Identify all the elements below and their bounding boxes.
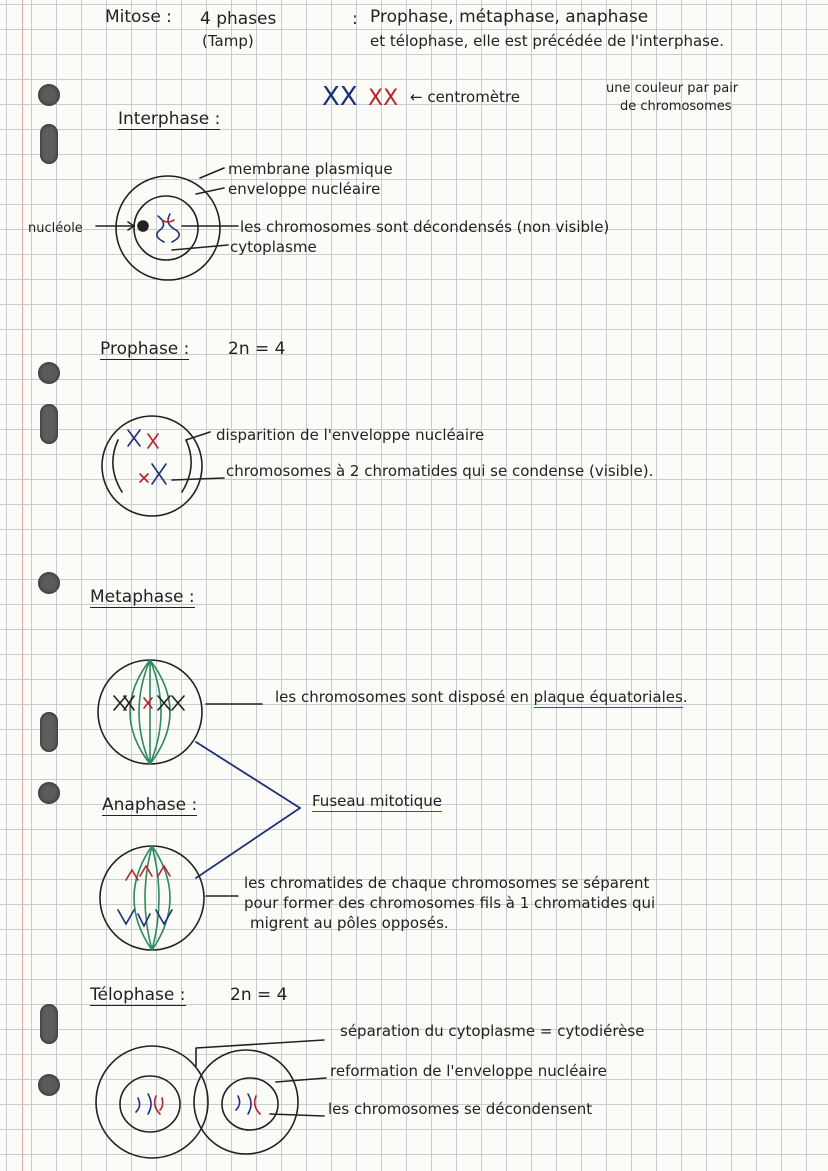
centromere-label: ← centromètre — [410, 88, 521, 106]
nucleolus-label: nucléole — [28, 221, 83, 236]
phases-list-line1: Prophase, métaphase, anaphase — [370, 7, 649, 27]
interphase-title: Interphase : — [118, 109, 221, 129]
color-note-line2: de chromosomes — [620, 99, 732, 114]
interphase-cell-diagram — [96, 168, 238, 280]
mitose-label: Mitose : — [105, 7, 172, 27]
spindle-label: Fuseau mitotique — [312, 792, 442, 810]
metaphase-title: Metaphase : — [90, 587, 195, 607]
phases-list-line2: et télophase, elle est précédée de l'interphase. — [370, 32, 724, 50]
tamp-note: (Tamp) — [202, 32, 254, 50]
centromere-marks: XX — [322, 82, 358, 112]
anaphase-line2: pour former des chromosomes fils à 1 chromatides qui — [244, 894, 656, 912]
telophase-line3: les chromosomes se décondensent — [328, 1100, 593, 1118]
anaphase-line1: les chromatides de chaque chromosomes se séparent — [244, 874, 650, 892]
anaphase-title: Anaphase : — [102, 795, 198, 815]
telophase-line2: reformation de l'enveloppe nucléaire — [330, 1062, 607, 1080]
prophase-chromosomes-label: chromosomes à 2 chromatides qui se condense (visible). — [226, 462, 654, 480]
metaphase-note-prefix: les chromosomes sont disposé en — [275, 688, 534, 706]
telophase-formula: 2n = 4 — [230, 985, 288, 1005]
metaphase-note-highlight: plaque équatoriales — [533, 688, 683, 706]
metaphase-cell-diagram — [98, 660, 262, 764]
header-colon: : — [352, 9, 358, 29]
interphase-chromosomes-label: les chromosomes sont décondensés (non visible) — [240, 218, 610, 236]
interphase-membrane-label: membrane plasmique — [228, 160, 393, 178]
metaphase-note-suffix: . — [682, 688, 688, 706]
telophase-title: Télophase : — [90, 985, 186, 1005]
prophase-title: Prophase : — [100, 339, 190, 359]
spindle-pointer-lines — [196, 742, 300, 878]
telophase-cell-diagram — [96, 1040, 326, 1158]
prophase-cell-diagram — [102, 416, 224, 516]
anaphase-line3: migrent au pôles opposés. — [250, 914, 449, 932]
prophase-envelope-label: disparition de l'enveloppe nucléaire — [216, 426, 485, 444]
interphase-envelope-label: enveloppe nucléaire — [228, 180, 381, 198]
color-note-line1: une couleur par pair — [606, 81, 739, 96]
telophase-line1: séparation du cytoplasme = cytodiérèse — [340, 1022, 645, 1040]
anaphase-cell-diagram — [100, 846, 238, 950]
phases-count: 4 phases — [200, 9, 277, 29]
centromere-marks-red: XX — [368, 86, 399, 111]
prophase-formula: 2n = 4 — [228, 339, 286, 359]
interphase-cytoplasm-label: cytoplasme — [230, 238, 317, 256]
